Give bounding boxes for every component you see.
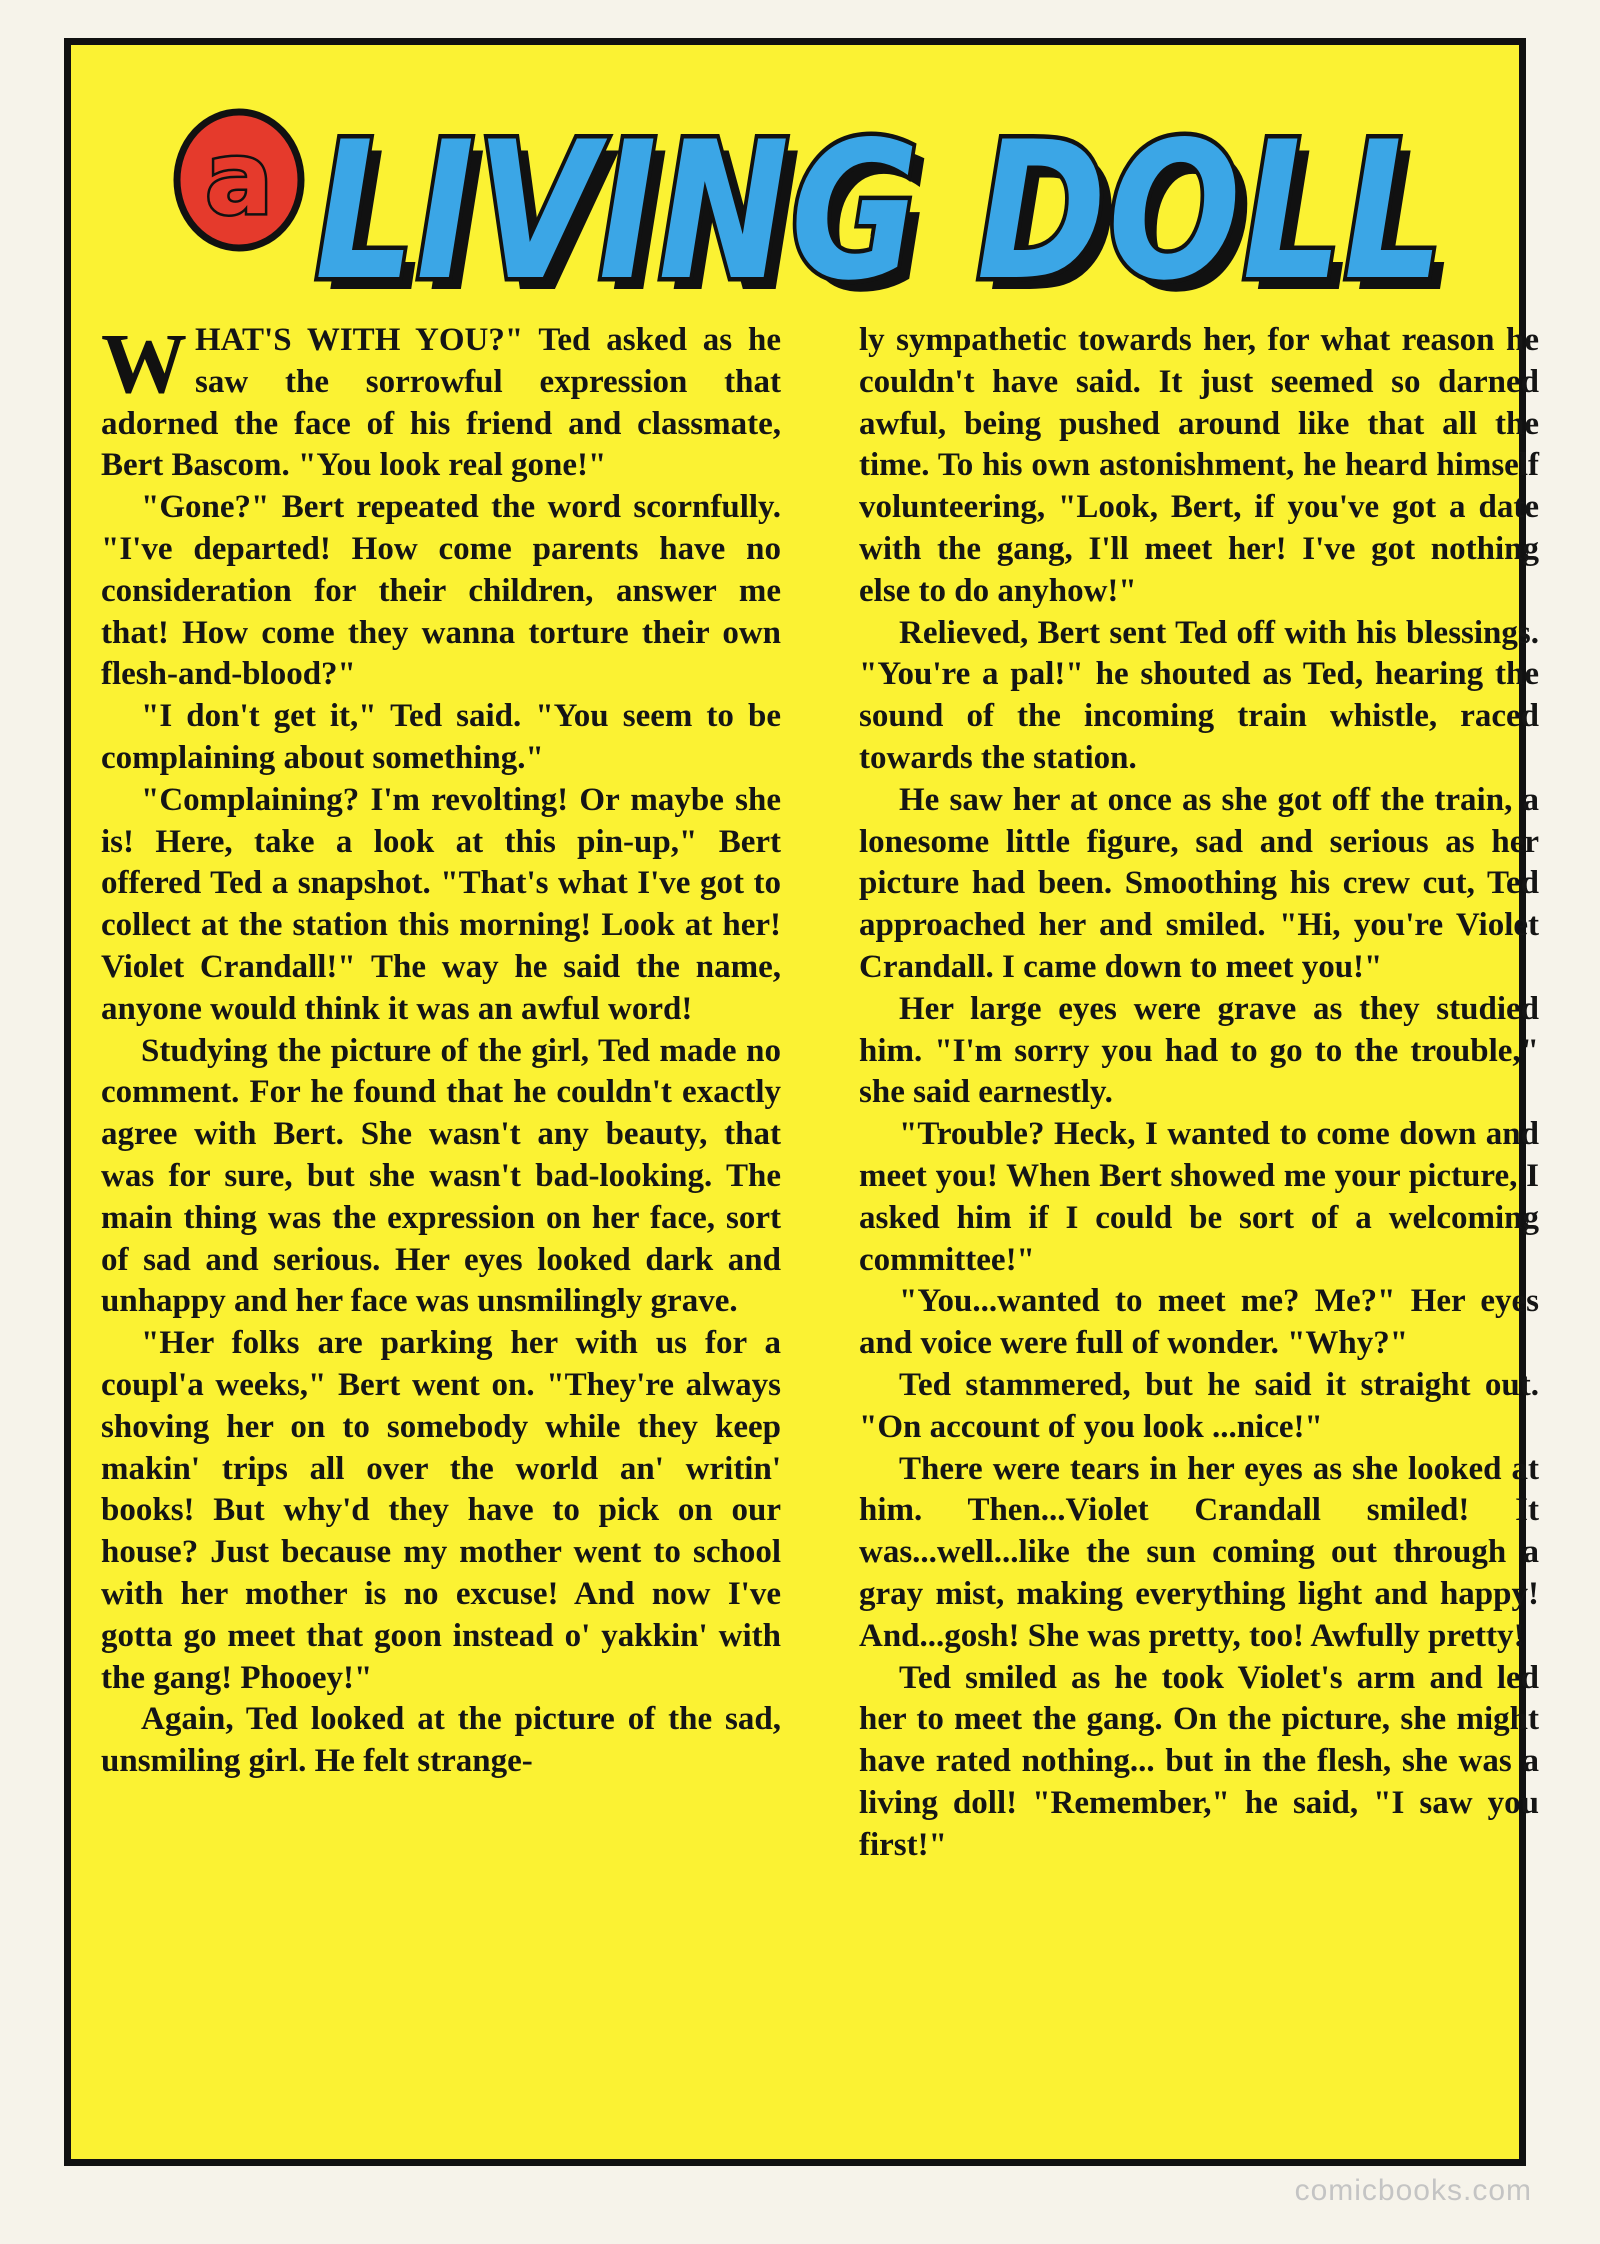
- drop-cap: W: [101, 315, 187, 411]
- watermark-text: comicbooks.com: [1294, 2174, 1532, 2207]
- title-shadow-text: LIVING DOLL: [327, 113, 1457, 325]
- paragraph-left-5: Studying the picture of the girl, Ted made no comment. For he found that he couldn't exactly agree with Bert. She wasn't any beauty, that was for sure, but she wasn't bad-looking. The main thing was the expression on her face, sort of sad and serious. Her eyes looked dark and unhappy and her face was unsmilingly grave.: [101, 1032, 781, 1320]
- paragraph-right-4: Her large eyes were grave as they studied him. "I'm sorry you had to go to the trouble," she said earnestly.: [859, 990, 1539, 1111]
- paragraph-left-6: "Her folks are parking her with us for a coupl'a weeks," Bert went on. "They're always shoving her on to somebody while they keep makin' trips all over the world an' writin' books! But why'd they have to pick on our house? Just because my mother went to school with her mother is no excuse! And now I've gotta go meet that goon instead o' yakkin' with the gang! Phooey!": [101, 1325, 781, 1696]
- title-article: a: [205, 120, 273, 237]
- paragraph-right-7: Ted stammered, but he said it straight out. "On account of you look ...nice!": [859, 1366, 1539, 1445]
- paragraph-left-1: [101, 315, 781, 487]
- story-panel: [64, 38, 1539, 2166]
- title-banner: [151, 75, 1481, 325]
- paragraph-left-2: "Gone?" Bert repeated the word scornfully. "I've departed! How come parents have no consideration for their children, answer me that! How come they wanna torture their own flesh-and-blood?": [101, 489, 781, 693]
- paragraph-right-8: There were tears in her eyes as she looked at him. Then...Violet Crandall smiled! It was...well...like the sun coming out through a gray mist, making everything light and happy! And...gosh! She was pretty, too! Awfully pretty!: [859, 1450, 1539, 1654]
- paragraph-right-9: Ted smiled as he took Violet's arm and led her to meet the gang. On the picture, she might have rated nothing... but in the flesh, she was a living doll! "Remember," he said, "I saw you first!": [859, 1659, 1539, 1863]
- paragraph-text: HAT'S WITH YOU?" Ted asked as he saw the sorrowful expression that adorned the face of his friend and classmate, Bert Bascom. "You look real gone!": [101, 322, 781, 484]
- title-graphic: [151, 75, 1481, 325]
- paragraph-right-1: ly sympathetic towards her, for what reason he couldn't have said. It just seemed so darned awful, being pushed around like that all the time. To his own astonishment, he heard himself volunteering, "Look, Bert, if you've got a date with the gang, I'll meet her! I've got nothing else to do anyhow!": [859, 322, 1539, 609]
- paragraph-left-3: "I don't get it," Ted said. "You seem to be complaining about something.": [101, 698, 781, 776]
- paragraph-right-3: He saw her at once as she got off the train, a lonesome little figure, sad and serious as her picture had been. Smoothing his crew cut, Ted approached her and smiled. "Hi, you're Violet Crandall. I came down to meet you!": [859, 781, 1539, 985]
- paragraph-right-5: "Trouble? Heck, I wanted to come down and meet you! When Bert showed me your picture, I asked him if I could be sort of a welcoming committee!": [859, 1116, 1539, 1278]
- paragraph-left-4: "Complaining? I'm revolting! Or maybe she is! Here, take a look at this pin-up," Bert offered Ted a snapshot. "That's what I've got to collect at the station this morning! Look at her! Violet Crandall!" The way he said the name, anyone would think it was an awful word!: [101, 781, 781, 1027]
- paragraph-right-2: Relieved, Bert sent Ted off with his blessings. "You're a pal!" he shouted as Ted, hearing the sound of the incoming train whistle, raced towards the station.: [859, 614, 1539, 776]
- paragraph-right-6: "You...wanted to meet me? Me?" Her eyes and voice were full of wonder. "Why?": [859, 1283, 1539, 1362]
- paragraph-left-7: Again, Ted looked at the picture of the sad, unsmiling girl. He felt strange-: [101, 1701, 781, 1780]
- story-column-right: [859, 320, 1539, 1866]
- title-text: LIVING DOLL: [315, 101, 1445, 322]
- story-column-left: [101, 315, 781, 1783]
